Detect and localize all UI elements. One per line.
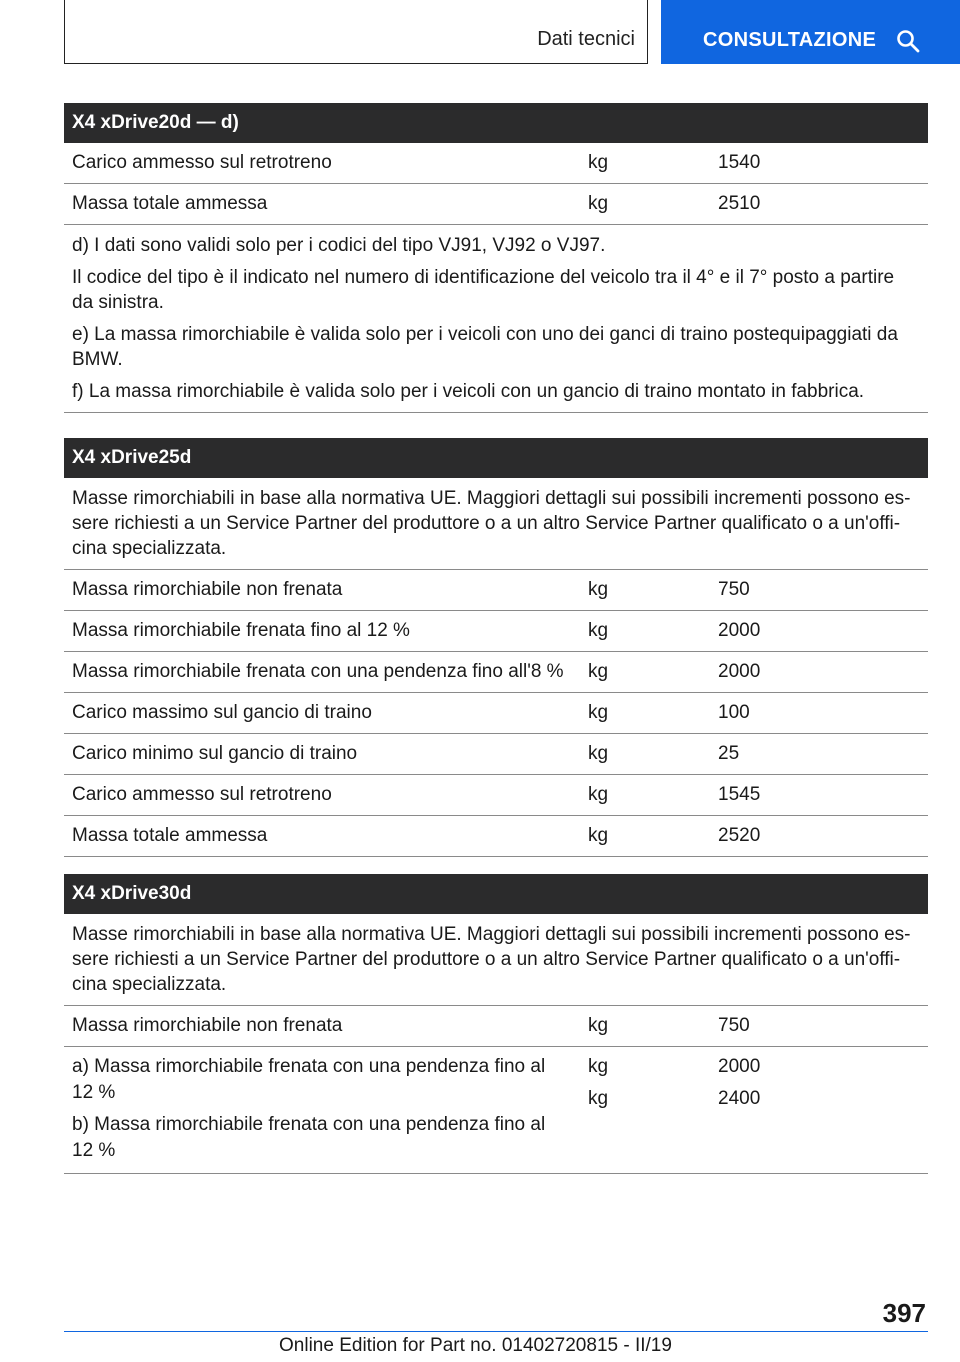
row-value: 2520	[718, 825, 761, 846]
row-unit: kg	[588, 825, 609, 846]
consultazione-tab-label: CONSULTAZIONE	[703, 29, 877, 51]
row-label	[72, 1054, 588, 1164]
row-value: 2000	[718, 620, 761, 641]
search-icon[interactable]	[896, 29, 920, 53]
section-title: X4 xDrive30d	[64, 874, 928, 914]
row-unit: kg	[588, 743, 609, 764]
row-unit: kg	[588, 702, 609, 723]
row-label: Carico massimo sul gancio di traino	[72, 702, 372, 723]
table-row	[64, 1047, 928, 1174]
footer-divider	[64, 1331, 928, 1332]
footnote-e: e) La massa rimorchiabile è valida solo per i veicoli con uno dei ganci di traino postequipaggiati da BMW.	[72, 324, 898, 370]
consultazione-tab[interactable]	[661, 0, 960, 64]
intro-text: Masse rimorchiabili in base alla normativa UE. Maggiori dettagli sui possibili incrementi possono es-sere richiesti a un Service Partner del produttore o a un altro Service Partner qualificato o a un'offi-cina specializzata.	[72, 488, 911, 559]
row-value: 1540	[718, 152, 761, 173]
row-label: Massa totale ammessa	[72, 193, 268, 214]
section-tab[interactable]	[64, 0, 648, 64]
footnote-d: d) I dati sono validi solo per i codici del tipo VJ91, VJ92 o VJ97.	[72, 235, 606, 256]
row-unit: kg	[588, 1015, 609, 1036]
row-unit: kg	[588, 620, 609, 641]
table-row	[64, 734, 928, 775]
row-label-b: b) Massa rimorchiabile frenata con una pendenza fino al 12 %	[72, 1114, 546, 1161]
row-value: 2000	[718, 661, 761, 682]
row-label: Massa rimorchiabile frenata con una pendenza fino all'8 %	[72, 661, 564, 682]
row-value: 750	[718, 1015, 750, 1036]
row-value	[718, 1054, 920, 1164]
section-title: X4 xDrive20d — d)	[64, 103, 928, 143]
section-xdrive25d	[64, 438, 928, 857]
row-value: 25	[718, 743, 740, 764]
row-label: Carico minimo sul gancio di traino	[72, 743, 358, 764]
row-value-a: 2000	[718, 1056, 761, 1077]
page-number: 397	[882, 1298, 926, 1328]
table-row	[64, 693, 928, 734]
edition-text: Online Edition for Part no. 01402720815 - II/19	[279, 1335, 672, 1356]
row-unit: kg	[588, 193, 609, 214]
table-row	[64, 775, 928, 816]
row-label-a: a) Massa rimorchiabile frenata con una pendenza fino al 12 %	[72, 1056, 546, 1103]
section-title: X4 xDrive25d	[64, 438, 928, 478]
table-row	[64, 184, 928, 225]
section-tab-label: Dati tecnici	[537, 28, 635, 50]
table-row	[64, 816, 928, 857]
row-label: Carico ammesso sul retrotreno	[72, 784, 332, 805]
row-label: Massa rimorchiabile frenata fino al 12 %	[72, 620, 410, 641]
section-intro	[64, 914, 928, 1006]
row-value: 2510	[718, 193, 761, 214]
intro-text: Masse rimorchiabili in base alla normativa UE. Maggiori dettagli sui possibili incrementi possono es-sere richiesti a un Service Partner del produttore o a un altro Service Partner qualificato o a un'offi-cina specializzata.	[72, 924, 911, 995]
row-unit: kg	[588, 152, 609, 173]
section-xdrive20d	[64, 103, 928, 413]
section-intro	[64, 478, 928, 570]
row-value-b: 2400	[718, 1088, 761, 1109]
row-unit-a: kg	[588, 1056, 609, 1077]
row-value: 1545	[718, 784, 761, 805]
row-value: 100	[718, 702, 750, 723]
table-row	[64, 652, 928, 693]
footnote-type-code: Il codice del tipo è il indicato nel numero di identificazione del veicolo tra il 4° e il 7° posto a partire da sinistra.	[72, 267, 895, 313]
footnotes	[64, 225, 928, 413]
table-row	[64, 1006, 928, 1047]
row-label: Massa rimorchiabile non frenata	[72, 1015, 343, 1036]
row-unit: kg	[588, 661, 609, 682]
footnote-f: f) La massa rimorchiabile è valida solo per i veicoli con un gancio di traino montato in fabbrica.	[72, 381, 865, 402]
table-row	[64, 570, 928, 611]
row-value: 750	[718, 579, 750, 600]
row-unit	[588, 1054, 718, 1164]
row-unit: kg	[588, 579, 609, 600]
table-row	[64, 143, 928, 184]
table-row	[64, 611, 928, 652]
row-label: Carico ammesso sul retrotreno	[72, 152, 332, 173]
row-unit: kg	[588, 784, 609, 805]
row-unit-b: kg	[588, 1088, 609, 1109]
row-label: Massa totale ammessa	[72, 825, 268, 846]
section-xdrive30d	[64, 874, 928, 1174]
row-label: Massa rimorchiabile non frenata	[72, 579, 343, 600]
